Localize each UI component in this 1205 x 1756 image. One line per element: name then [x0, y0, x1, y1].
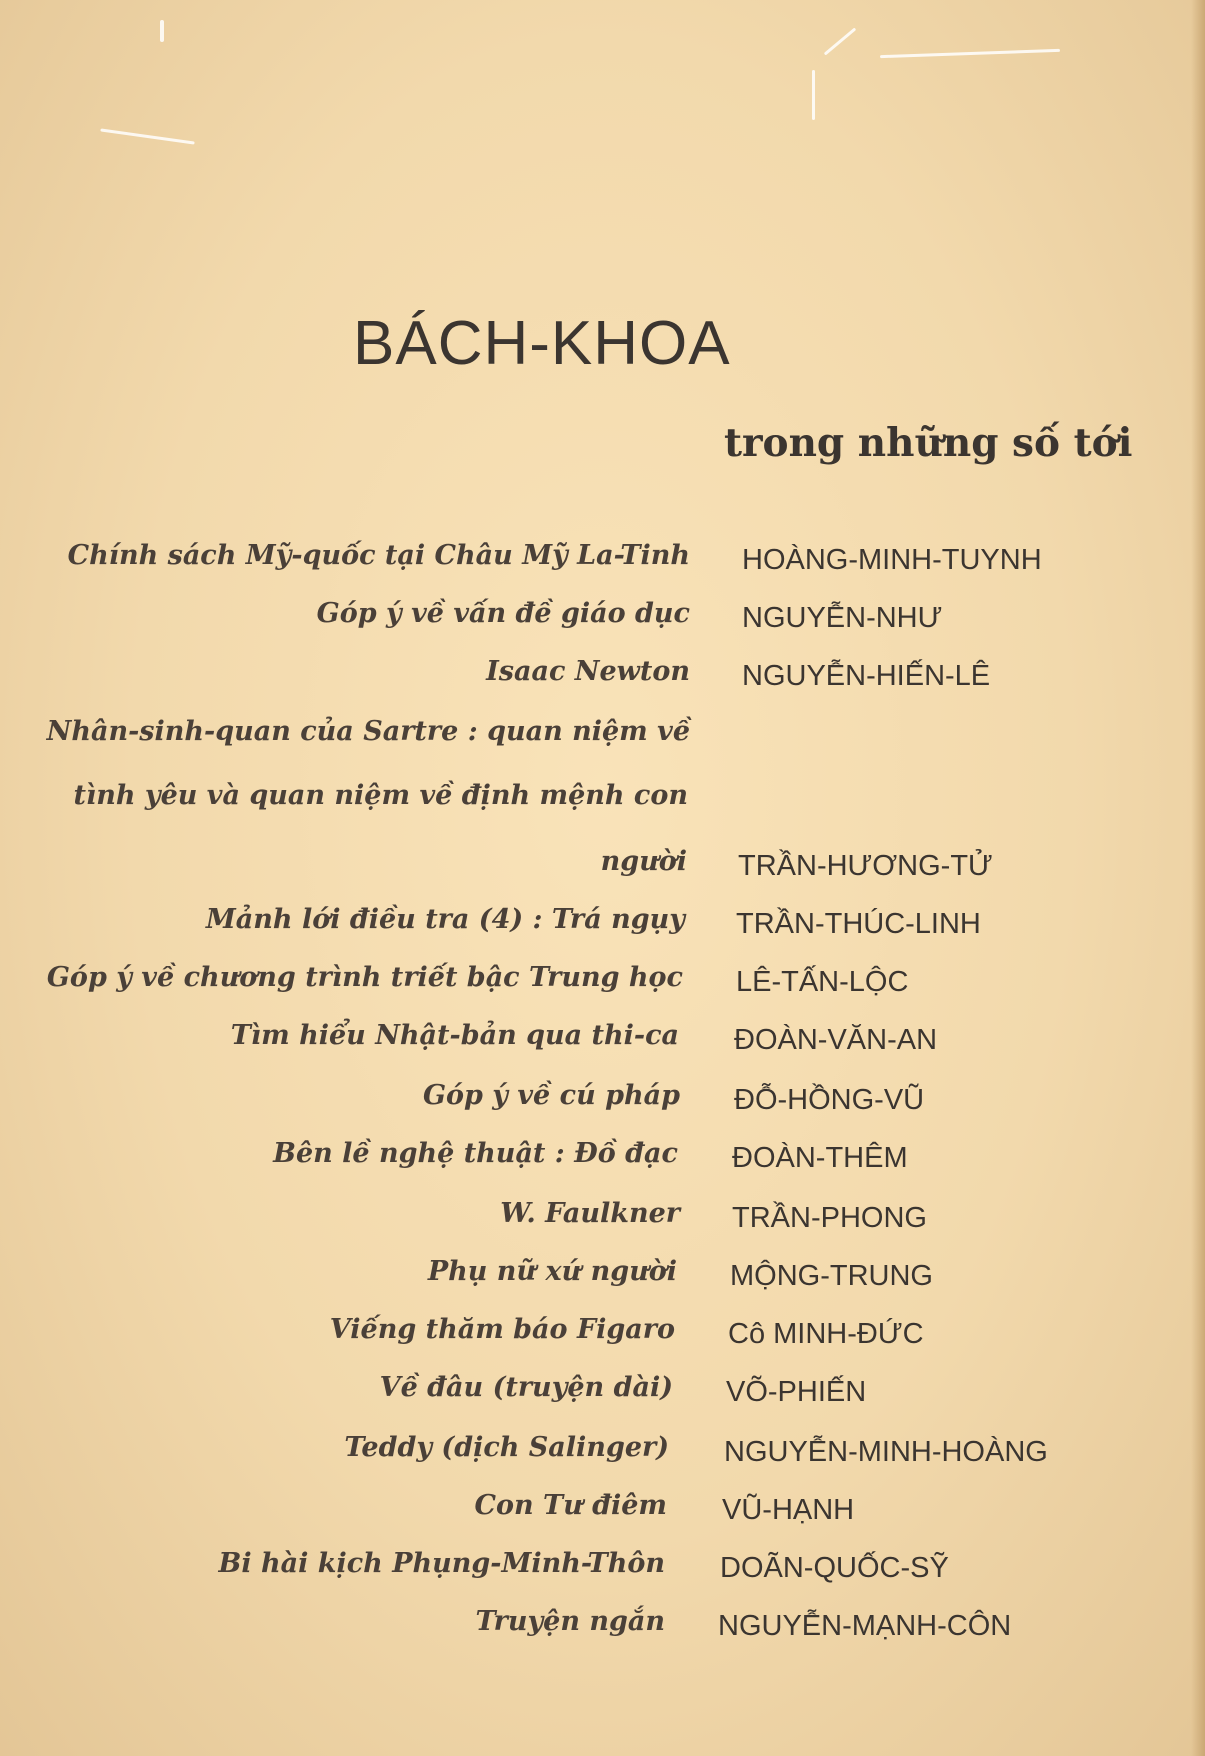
contents-row: [0, 1138, 1205, 1190]
contents-row: [0, 1432, 1205, 1484]
article-title: Góp ý về vấn đề giáo dục: [316, 598, 690, 629]
article-author: Cô MINH-ĐỨC: [728, 1318, 924, 1350]
contents-row: [0, 1372, 1205, 1424]
article-title: W. Faulkner: [500, 1198, 680, 1229]
contents-row: [0, 540, 1205, 592]
article-title: Nhân-sinh-quan của Sartre : quan niệm về: [46, 716, 690, 747]
article-author: ĐỖ-HỒNG-VŨ: [734, 1084, 925, 1116]
contents-row: [0, 1020, 1205, 1072]
article-title: Con Tư điêm: [474, 1490, 667, 1521]
article-author: NGUYỄN-NHƯ: [742, 602, 943, 634]
article-title: Mảnh lới điều tra (4) : Trá ngụy: [205, 904, 685, 935]
article-author: VÕ-PHIẾN: [726, 1376, 867, 1408]
article-title: Góp ý về cú pháp: [422, 1080, 680, 1111]
contents-row: [0, 598, 1205, 650]
article-author: ĐOÀN-VĂN-AN: [734, 1024, 938, 1056]
paper-tear-mark: [812, 70, 815, 120]
contents-row: [0, 846, 1205, 898]
contents-row: [0, 1606, 1205, 1658]
contents-row: [0, 716, 1205, 768]
article-title: Tìm hiểu Nhật-bản qua thi-ca: [230, 1020, 679, 1051]
paper-tear-mark: [160, 20, 164, 42]
article-title: Bên lề nghệ thuật : Đồ đạc: [273, 1138, 678, 1169]
contents-row: [0, 1198, 1205, 1250]
subtitle: trong những số tới: [724, 420, 1133, 466]
article-title: Bi hài kịch Phụng-Minh-Thôn: [218, 1548, 665, 1579]
article-title: Teddy (dịch Salinger): [344, 1432, 669, 1463]
article-author: TRẦN-THÚC-LINH: [736, 908, 981, 940]
contents-row: [0, 780, 1205, 832]
article-author: NGUYỄN-HIẾN-LÊ: [742, 660, 991, 692]
article-title: tình yêu và quan niệm về định mệnh con: [73, 780, 688, 811]
article-title: Phụ nữ xứ người: [427, 1256, 677, 1287]
paper-tear-mark: [880, 49, 1060, 58]
contents-row: [0, 904, 1205, 956]
article-author: TRẦN-HƯƠNG-TỬ: [738, 850, 993, 882]
contents-row: [0, 1080, 1205, 1132]
article-author: NGUYỄN-MẠNH-CÔN: [718, 1610, 1012, 1642]
article-title: Isaac Newton: [486, 656, 690, 687]
contents-row: [0, 962, 1205, 1014]
article-author: HOÀNG-MINH-TUYNH: [742, 544, 1042, 576]
article-title: Viếng thăm báo Figaro: [329, 1314, 675, 1345]
contents-row: [0, 656, 1205, 708]
paper-tear-mark: [824, 27, 857, 55]
article-author: DOÃN-QUỐC-SỸ: [720, 1552, 949, 1584]
article-author: VŨ-HẠNH: [722, 1494, 855, 1526]
article-author: TRẦN-PHONG: [732, 1202, 927, 1234]
article-author: NGUYỄN-MINH-HOÀNG: [724, 1436, 1048, 1468]
contents-row: [0, 1490, 1205, 1542]
contents-row: [0, 1548, 1205, 1600]
paper-tear-mark: [100, 128, 194, 144]
article-title: Góp ý về chương trình triết bậc Trung học: [46, 962, 683, 993]
article-title: Chính sách Mỹ-quốc tại Châu Mỹ La-Tinh: [67, 540, 690, 571]
article-title: người: [600, 846, 687, 877]
article-author: ĐOÀN-THÊM: [732, 1142, 908, 1174]
article-title: Về đâu (truyện dài): [379, 1372, 673, 1403]
article-title: Truyện ngắn: [475, 1606, 665, 1637]
masthead-title: BÁCH-KHOA: [353, 309, 731, 378]
contents-row: [0, 1256, 1205, 1308]
article-author: MỘNG-TRUNG: [730, 1260, 933, 1292]
article-author: LÊ-TẤN-LỘC: [736, 966, 909, 998]
contents-row: [0, 1314, 1205, 1366]
